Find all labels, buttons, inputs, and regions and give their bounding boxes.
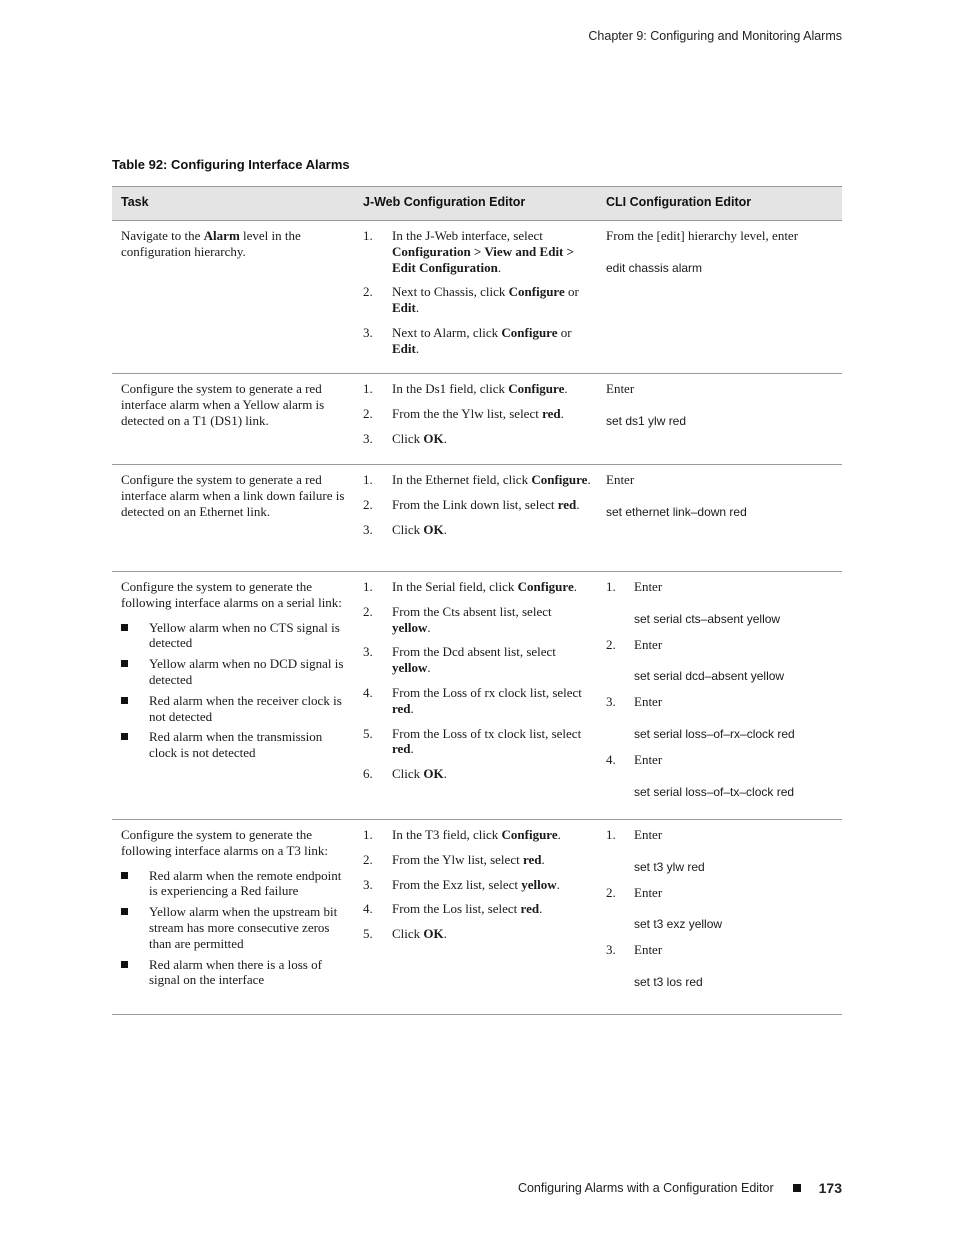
text-run: From the Cts absent list, select — [392, 603, 552, 619]
text-run: Configure the system to generate the following interface alarms on a T3 link: — [121, 827, 328, 858]
cli-cell — [606, 381, 842, 430]
cli-cell — [606, 228, 842, 277]
step-number: 1. — [606, 579, 616, 594]
step-number: 3. — [363, 521, 373, 537]
text-run: Click — [392, 430, 424, 446]
bold-term: yellow — [521, 876, 557, 892]
step-number: 1. — [606, 827, 616, 842]
step-number: 4. — [606, 751, 616, 767]
text-run: . — [443, 926, 447, 942]
text-run: or — [557, 324, 572, 340]
step-number: 2. — [363, 851, 373, 867]
table-row — [112, 465, 842, 572]
text-run: . — [557, 827, 561, 842]
bold-term: Configuration > View and Edit > Edit Configuration — [392, 243, 575, 275]
jweb-step — [363, 284, 593, 316]
text-run: . — [443, 766, 447, 782]
cli-instruction: Enter — [634, 694, 663, 710]
jweb-step — [363, 579, 593, 595]
page-footer — [518, 1180, 842, 1196]
text-run: Configure the system to generate a red interface alarm when a link down failure is detected on an Ethernet link. — [121, 472, 345, 519]
task-description — [121, 579, 349, 611]
cli-step — [606, 579, 842, 628]
step-number: 4. — [363, 684, 373, 700]
bullet-text: Yellow alarm when no DCD signal is detected — [149, 656, 344, 687]
column-header-cli: CLI Configuration Editor — [606, 195, 752, 209]
task-cell — [121, 472, 349, 519]
task-bullet-list — [121, 868, 349, 989]
step-number: 1. — [363, 827, 373, 842]
jweb-step — [363, 766, 593, 782]
bold-term: Edit — [392, 340, 416, 356]
bullet-item — [121, 729, 349, 761]
table-row — [112, 572, 842, 820]
cli-command: set serial cts–absent yellow — [634, 611, 781, 626]
jweb-step — [363, 472, 593, 488]
cli-command: edit chassis alarm — [606, 260, 703, 275]
cli-command: set t3 los red — [634, 974, 703, 989]
square-bullet-icon — [121, 697, 128, 704]
text-run: In the Ethernet field, click — [392, 472, 532, 487]
bullet-item — [121, 868, 349, 900]
footer-square-icon — [793, 1184, 801, 1192]
jweb-step — [363, 406, 593, 422]
text-run: Next to Alarm, click — [392, 324, 502, 340]
text-run: . — [576, 496, 580, 512]
task-cell — [121, 827, 349, 993]
jweb-step — [363, 827, 593, 843]
text-run: . — [556, 876, 560, 892]
cli-cell — [606, 827, 842, 1000]
step-number: 1. — [363, 472, 373, 487]
jweb-steps — [363, 228, 593, 357]
jweb-step — [363, 685, 593, 717]
jweb-steps — [363, 579, 593, 782]
step-number: 3. — [606, 942, 616, 958]
jweb-cell — [363, 827, 593, 951]
text-run: From the Los list, select — [392, 901, 521, 917]
text-run: . — [410, 700, 414, 716]
jweb-steps — [363, 381, 593, 446]
text-run: . — [415, 300, 420, 316]
bullet-text: Yellow alarm when no CTS signal is detected — [149, 619, 340, 651]
bullet-item — [121, 656, 349, 688]
bullet-item — [121, 957, 349, 989]
cli-instruction: Enter — [634, 884, 663, 900]
column-header-jweb: J-Web Configuration Editor — [363, 195, 526, 209]
jweb-cell — [363, 579, 593, 791]
text-run: . — [443, 521, 447, 537]
bold-term: OK — [423, 926, 444, 942]
jweb-step — [363, 325, 593, 357]
running-head: Chapter 9: Configuring and Monitoring Alarms — [588, 29, 842, 43]
bold-term: red — [392, 700, 411, 716]
bold-term: Configure — [501, 827, 558, 842]
bold-term: OK — [423, 521, 444, 537]
bold-term: Configure — [531, 472, 588, 487]
cli-instruction: Enter — [634, 751, 663, 767]
cli-step — [606, 827, 842, 876]
step-number: 2. — [606, 884, 616, 900]
cli-command: set serial dcd–absent yellow — [634, 669, 785, 684]
jweb-step — [363, 431, 593, 447]
cli-step — [606, 752, 842, 801]
step-number: 3. — [363, 430, 373, 446]
jweb-steps — [363, 472, 593, 537]
text-run: . — [573, 579, 577, 594]
jweb-step — [363, 926, 593, 942]
text-run: . — [427, 660, 431, 676]
bullet-text: Red alarm when there is a loss of signal on the interface — [149, 956, 322, 988]
bold-term: Configure — [508, 284, 565, 300]
jweb-step — [363, 497, 593, 513]
task-description — [121, 827, 349, 859]
text-run: . — [427, 619, 431, 635]
text-run: . — [564, 381, 568, 396]
step-number: 2. — [363, 496, 373, 512]
cli-command: set serial loss–of–tx–clock red — [634, 784, 795, 799]
cli-step — [606, 637, 842, 686]
bold-term: red — [392, 741, 411, 757]
text-run: Configure the system to generate the following interface alarms on a serial link: — [121, 579, 342, 610]
bold-term: red — [520, 901, 540, 917]
cli-cell — [606, 472, 842, 521]
text-run: or — [564, 284, 579, 300]
jweb-step — [363, 852, 593, 868]
text-run: From the Exz list, select — [392, 876, 522, 892]
jweb-step — [363, 522, 593, 538]
text-run: . — [443, 430, 447, 446]
cli-instruction: From the [edit] hierarchy level, enter — [606, 228, 799, 243]
cli-steps — [606, 579, 842, 800]
task-bullet-list — [121, 620, 349, 761]
text-run: In the Ds1 field, click — [392, 381, 509, 396]
table-row — [112, 221, 842, 374]
text-run: . — [497, 259, 502, 275]
cli-instruction: Enter — [634, 636, 663, 652]
text-run: In the J-Web interface, select — [392, 228, 543, 243]
table-row — [112, 820, 842, 1015]
task-description — [121, 381, 349, 428]
cli-command: set ds1 ylw red — [606, 413, 687, 428]
cli-instruction: Enter — [634, 942, 663, 958]
bold-term: red — [542, 405, 561, 421]
text-run: . — [539, 901, 543, 917]
cli-cell — [606, 579, 842, 809]
cli-steps — [606, 827, 842, 991]
cli-step — [606, 885, 842, 934]
column-header-task: Task — [121, 195, 149, 209]
step-number: 6. — [363, 766, 373, 782]
jweb-step — [363, 381, 593, 397]
step-number: 2. — [363, 603, 373, 619]
step-number: 3. — [363, 324, 373, 340]
step-number: 2. — [606, 636, 616, 652]
task-description — [121, 472, 349, 519]
jweb-steps — [363, 827, 593, 942]
bullet-text: Red alarm when the receiver clock is not detected — [149, 692, 342, 724]
text-run: . — [541, 851, 545, 867]
text-run: . — [410, 741, 414, 757]
bold-term: OK — [423, 430, 444, 446]
table-header-row — [112, 186, 842, 221]
table-row — [112, 374, 842, 465]
text-run: From the Dcd absent list, select — [392, 644, 556, 660]
step-number: 5. — [363, 926, 373, 942]
square-bullet-icon — [121, 961, 128, 968]
text-run: . — [587, 472, 591, 487]
cli-command: set t3 exz yellow — [634, 917, 723, 932]
interface-alarms-table — [112, 186, 842, 1015]
text-run: Click — [392, 926, 424, 942]
table-caption: Table 92: Configuring Interface Alarms — [112, 157, 350, 172]
bullet-text: Yellow alarm when the upstream bit stream has more consecutive zeros than are permitted — [149, 904, 338, 951]
square-bullet-icon — [121, 624, 128, 631]
bullet-item — [121, 904, 349, 951]
jweb-step — [363, 901, 593, 917]
cli-instruction: Enter — [606, 472, 635, 487]
text-run: From the the Ylw list, select — [392, 405, 543, 421]
task-cell — [121, 228, 349, 260]
footer-section-title: Configuring Alarms with a Configuration Editor — [517, 1181, 774, 1195]
text-run: Next to Chassis, click — [392, 284, 509, 300]
step-number: 1. — [363, 381, 373, 396]
text-run: In the T3 field, click — [392, 827, 502, 842]
bullet-item — [121, 620, 349, 652]
bold-term: Configure — [508, 381, 565, 396]
jweb-step — [363, 228, 593, 275]
text-run: Click — [392, 521, 424, 537]
bold-term: Configure — [517, 579, 574, 594]
bold-term: Configure — [501, 324, 558, 340]
task-cell — [121, 381, 349, 428]
jweb-step — [363, 877, 593, 893]
step-number: 3. — [363, 644, 373, 660]
bold-term: red — [522, 851, 542, 867]
cli-command: set serial loss–of–rx–clock red — [634, 726, 795, 741]
square-bullet-icon — [121, 733, 128, 740]
step-number: 2. — [363, 405, 373, 421]
text-run: Click — [392, 766, 424, 782]
step-number: 3. — [363, 876, 373, 892]
text-run: level in the configuration hierarchy. — [121, 228, 301, 259]
task-description — [121, 228, 349, 260]
text-run: From the Ylw list, select — [392, 851, 523, 867]
step-number: 4. — [363, 901, 373, 917]
bullet-text: Red alarm when the transmission clock is not detected — [149, 729, 323, 761]
square-bullet-icon — [121, 660, 128, 667]
bold-term: yellow — [392, 660, 428, 676]
step-number: 5. — [363, 725, 373, 741]
bold-term: red — [557, 496, 577, 512]
cli-instruction: Enter — [634, 579, 663, 594]
text-run: From the Link down list, select — [392, 496, 558, 512]
cli-instruction: Enter — [634, 827, 663, 842]
square-bullet-icon — [121, 872, 128, 879]
cli-step — [606, 942, 842, 991]
bold-term: OK — [423, 766, 444, 782]
text-run: Configure the system to generate a red interface alarm when a Yellow alarm is detected on a T1 (DS1) link. — [121, 381, 325, 428]
bold-term: yellow — [392, 619, 428, 635]
square-bullet-icon — [121, 908, 128, 915]
step-number: 1. — [363, 579, 373, 594]
jweb-step — [363, 726, 593, 758]
text-run: . — [415, 340, 420, 356]
jweb-step — [363, 644, 593, 676]
bullet-item — [121, 693, 349, 725]
step-number: 3. — [606, 694, 616, 710]
text-run: From the Loss of tx clock list, select — [392, 725, 582, 741]
cli-step — [606, 694, 842, 743]
jweb-cell — [363, 472, 593, 546]
cli-command: set t3 ylw red — [634, 859, 705, 874]
step-number: 2. — [363, 284, 373, 300]
text-run: Navigate to the — [121, 228, 204, 243]
step-number: 1. — [363, 228, 373, 243]
jweb-cell — [363, 381, 593, 455]
text-run: In the Serial field, click — [392, 579, 518, 594]
text-run: From the Loss of rx clock list, select — [392, 684, 582, 700]
jweb-step — [363, 604, 593, 636]
task-cell — [121, 579, 349, 766]
text-run: . — [560, 405, 564, 421]
bold-term: Alarm — [203, 228, 240, 243]
cli-instruction: Enter — [606, 381, 635, 396]
page-number: 173 — [818, 1180, 842, 1196]
bullet-text: Red alarm when the remote endpoint is experiencing a Red failure — [149, 867, 342, 899]
cli-command: set ethernet link–down red — [606, 504, 747, 519]
jweb-cell — [363, 228, 593, 366]
bold-term: Edit — [392, 300, 416, 316]
